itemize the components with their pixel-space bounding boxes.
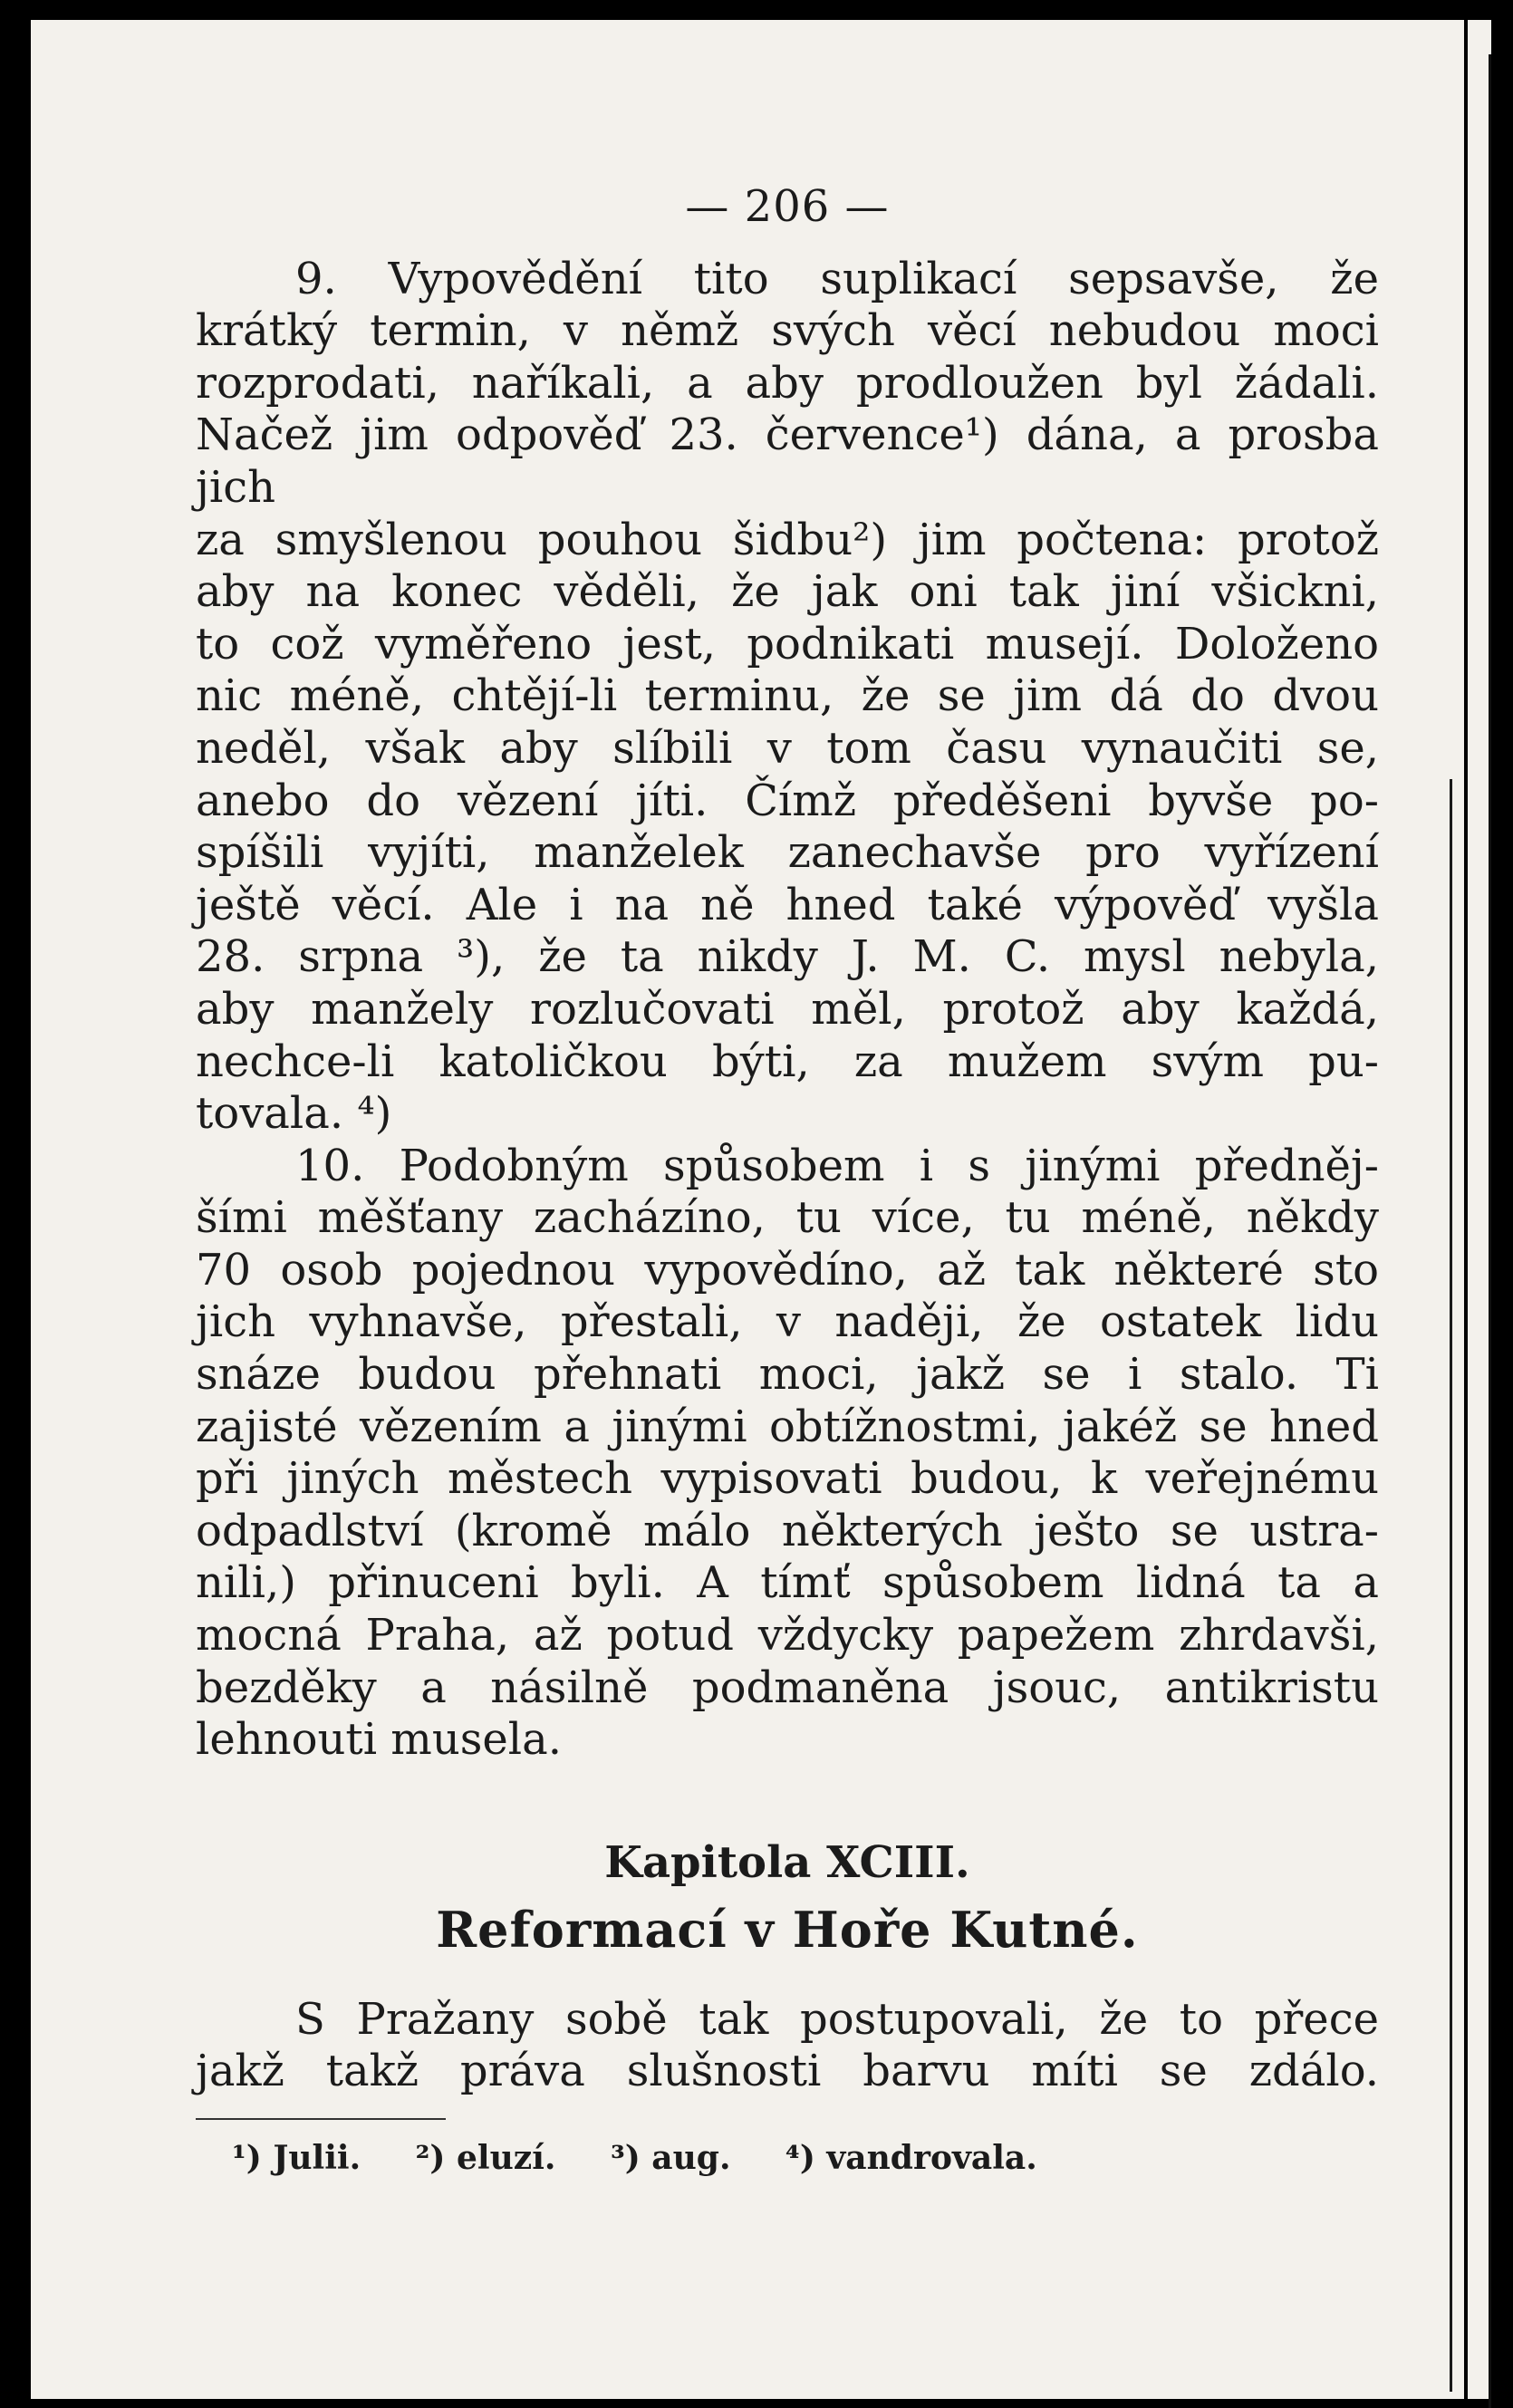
page-edge-line: [1464, 0, 1468, 2408]
page-number: — 206 —: [685, 181, 890, 232]
text-line: neděl, však aby slíbili v tom času vynaučiti se,: [196, 722, 1379, 774]
text-line: lehnouti musela.: [196, 1714, 562, 1766]
text-line: to což vyměřeno jest, podnikati musejí. Doloženo: [196, 618, 1379, 669]
paragraph-9: [196, 254, 1379, 1141]
text-line: jich vyhnavše, přestali, v naději, že ostatek lidu: [196, 1296, 1379, 1348]
text-line: jakž takž práva slušnosti barvu míti se zdálo.: [196, 2046, 1379, 2097]
text-line: odpadlství (kromě málo některých ješto se ustra-: [196, 1505, 1379, 1556]
text-line: nic méně, chtějí-li terminu, že se jim dá do dvou: [196, 670, 1379, 722]
page-content: [196, 181, 1379, 2178]
footnote-rule: [196, 2118, 446, 2120]
footnote: ¹) Julii.: [232, 2139, 361, 2177]
text-line: rozprodati, naříkali, a aby prodloužen byl žádali.: [196, 357, 1379, 409]
text-line: krátký termin, v němž svých věcí nebudou moci: [196, 305, 1379, 357]
chapter-title: Reformací v Hoře Kutné.: [436, 1900, 1139, 1959]
text-line: Načež jim odpověď 23. července¹) dána, a prosba jich: [196, 409, 1379, 513]
text-line: 28. srpna ³), že ta nikdy J. M. C. mysl nebyla,: [196, 931, 1379, 983]
text-line: bezděky a násilně podmaněna jsouc, antikristu: [196, 1662, 1379, 1713]
text-line: nechce-li katoličkou býti, za mužem svým pu-: [196, 1035, 1379, 1087]
text-line: zajisté vězením a jinými obtížnostmi, jakéž se hned: [196, 1401, 1379, 1452]
text-line: za smyšlenou pouhou šidbu²) jim počtena: protož: [196, 514, 1379, 565]
text-line: 9. Vypovědění tito suplikací sepsavše, že: [295, 253, 1379, 304]
text-line: nili,) přinuceni byli. A tímť spůsobem lidná ta a: [196, 1557, 1379, 1609]
text-line: anebo do vězení jíti. Čímž předěšeni byvše po-: [196, 775, 1379, 826]
text-line: aby na konec věděli, že jak oni tak jiní všickni,: [196, 566, 1379, 618]
gutter-line: [1450, 779, 1452, 2392]
footnote: ³) aug.: [610, 2139, 731, 2177]
paragraph-10: [196, 1141, 1379, 1767]
chapter-label: Kapitola XCIII.: [604, 1836, 970, 1888]
text-line: aby manžely rozlučovati měl, protož aby každá,: [196, 983, 1379, 1035]
footnote: ⁴) vandrovala.: [785, 2139, 1037, 2177]
footnote: ²) eluzí.: [415, 2139, 556, 2177]
paragraph-11: [196, 1994, 1379, 2098]
text-line: spíšili vyjíti, manželek zanechavše pro vyřízení: [196, 827, 1379, 879]
text-line: 10. Podobným spůsobem i s jinými předněj-: [295, 1140, 1379, 1191]
text-line: tovala. ⁴): [196, 1088, 392, 1140]
text-line: ještě věcí. Ale i na ně hned také výpověď vyšla: [196, 879, 1379, 930]
text-line: mocná Praha, až potud vždycky papežem zhrdavši,: [196, 1610, 1379, 1662]
text-line: 70 osob pojednou vypovědíno, až tak některé sto: [196, 1244, 1379, 1296]
text-line: při jiných městech vypisovati budou, k veřejnému: [196, 1453, 1379, 1505]
text-line: S Pražany sobě tak postupovali, že to přece: [295, 1993, 1379, 2045]
footnotes: [196, 2138, 1379, 2178]
text-line: snáze budou přehnati moci, jakž se i stalo. Ti: [196, 1349, 1379, 1401]
text-line: šími měšťany zacházíno, tu více, tu méně, někdy: [196, 1192, 1379, 1244]
page-edge-line-outer: [1489, 54, 1491, 2408]
